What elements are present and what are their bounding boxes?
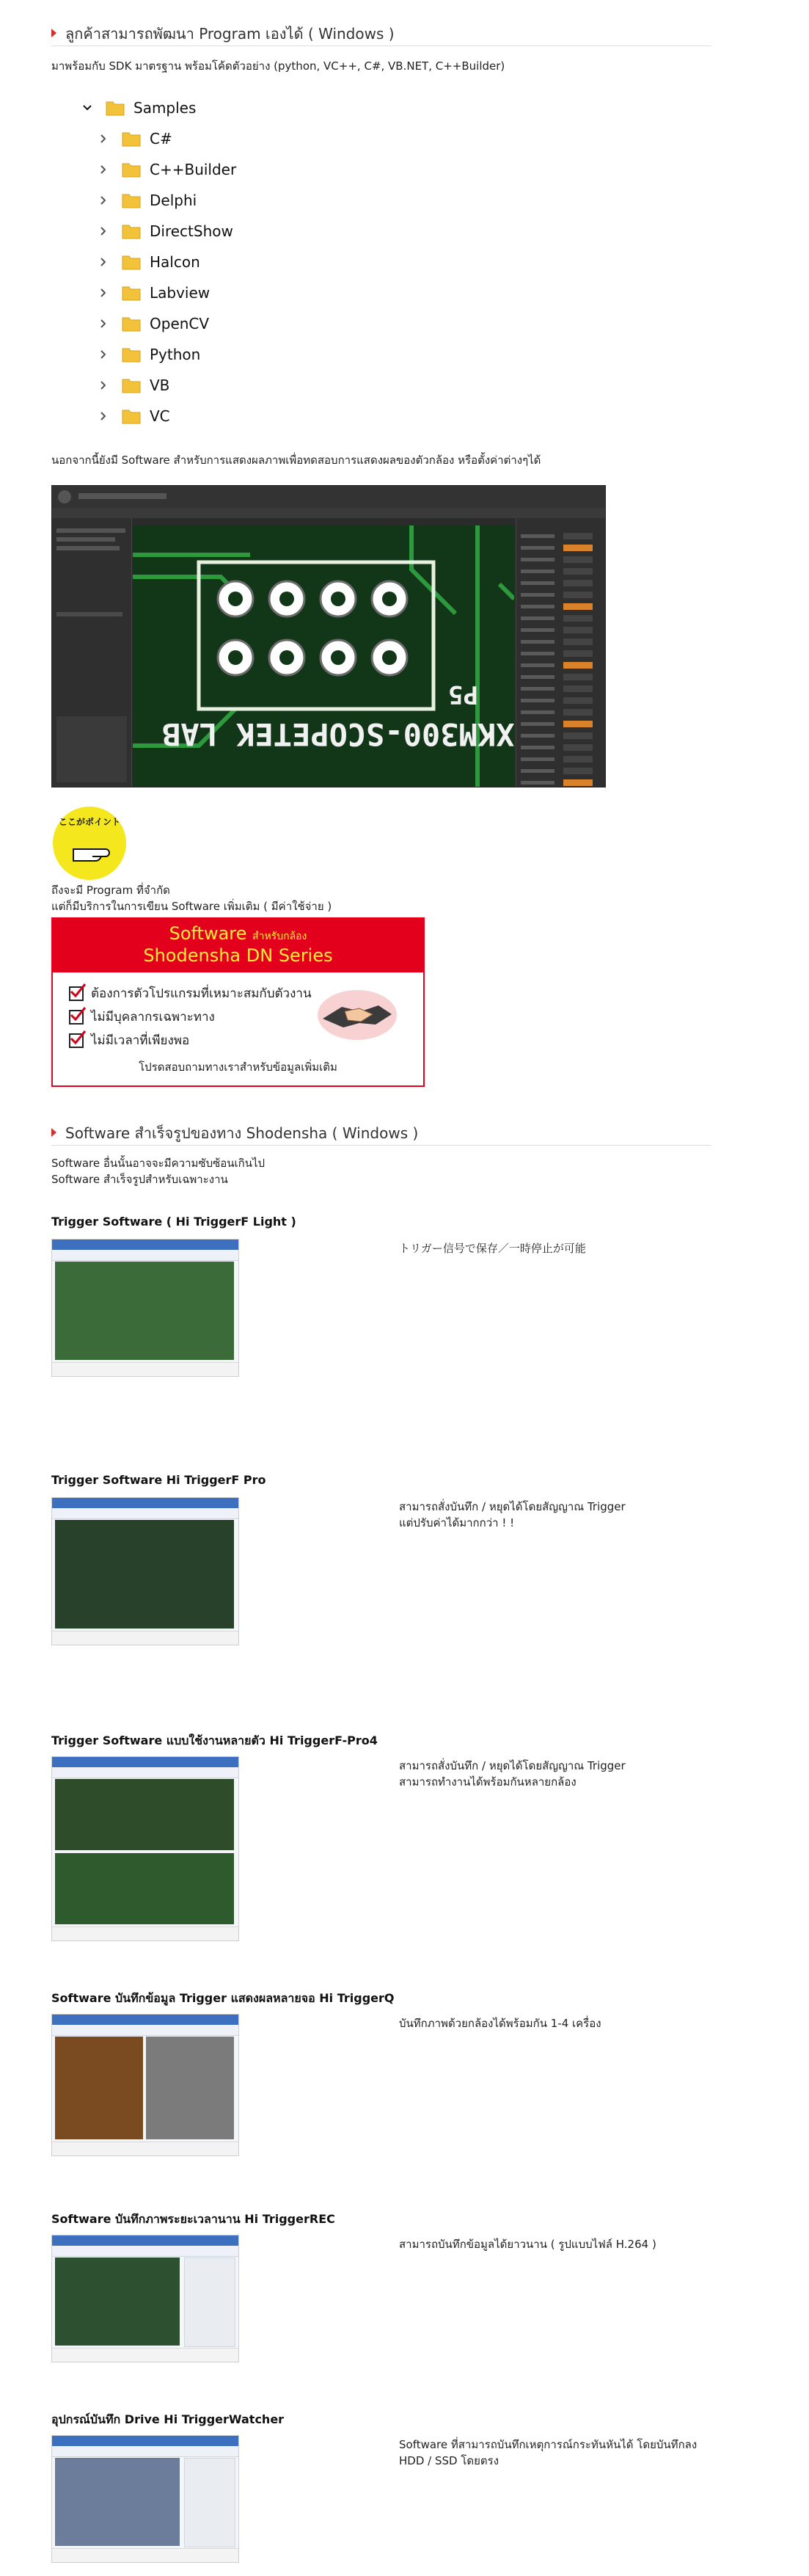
- checkbox-checked-icon: [69, 1010, 84, 1025]
- viewer-software-screenshot: [51, 485, 606, 787]
- product-description: HDD / SSD โดยตรง: [399, 2454, 499, 2467]
- product-screenshot-pro4: [51, 1756, 239, 1941]
- dn-banner-header: [53, 919, 423, 972]
- window-statusbar: [52, 2142, 238, 2155]
- chevron-right-icon[interactable]: [98, 380, 109, 390]
- product-description: บันทึกภาพด้วยกล้องได้พร้อมกัน 1-4 เครื่อง: [399, 2017, 601, 2030]
- pcb-silkscreen-text: XKM300-SCOPETEK LAB: [162, 716, 514, 752]
- product-title: Trigger Software แบบใช้งานหลายตัว Hi TriggerF-Pro4: [51, 1733, 378, 1747]
- setting-value-field[interactable]: [563, 545, 593, 551]
- tree-folder-item[interactable]: [98, 251, 200, 273]
- title-bullet-icon: [51, 1128, 56, 1137]
- app-logo-icon: [58, 490, 71, 503]
- setting-value-field[interactable]: [563, 650, 593, 657]
- viewer-toolbar: [52, 486, 605, 508]
- setting-row: [521, 781, 554, 785]
- product-screenshot-rec: [51, 2235, 239, 2362]
- dn-checklist-text: ต้องการตัวโปรแกรมที่เหมาะสมกับตัวงาน: [91, 986, 312, 1001]
- setting-value-field[interactable]: [563, 744, 593, 751]
- setting-row: [521, 734, 554, 738]
- window-statusbar: [52, 2348, 238, 2362]
- window-menubar[interactable]: [52, 2446, 238, 2457]
- window-titlebar: [52, 1757, 238, 1767]
- folder-icon: [122, 346, 141, 363]
- camera-list-panel[interactable]: [52, 518, 132, 787]
- window-menubar[interactable]: [52, 1767, 238, 1778]
- product-screenshot-q: [51, 2014, 239, 2156]
- divider: [51, 1145, 711, 1146]
- tree-folder-item[interactable]: [98, 159, 236, 181]
- folder-icon: [122, 192, 141, 208]
- checkbox-checked-icon: [69, 1033, 84, 1048]
- chevron-right-icon[interactable]: [98, 164, 109, 175]
- window-titlebar: [52, 2015, 238, 2025]
- product-screenshot-pro: [51, 1497, 239, 1645]
- tree-folder-label: Halcon: [150, 253, 200, 271]
- product-title: Software บันทึกภาพระยะเวลานาน Hi TriggerREC: [51, 2212, 335, 2226]
- tree-folder-label: C++Builder: [150, 161, 237, 178]
- setting-value-field[interactable]: [563, 592, 593, 598]
- folder-icon: [122, 254, 141, 270]
- point-line-1: ถึงจะมี Program ที่จำกัด: [51, 884, 170, 897]
- chevron-right-icon[interactable]: [98, 134, 109, 144]
- product-description: แต่ปรับค่าได้มากกว่า ! !: [399, 1516, 515, 1529]
- folder-icon: [122, 377, 141, 393]
- dn-banner-series: Shodensha DN Series: [143, 945, 333, 966]
- dn-banner-title: Software: [169, 923, 247, 944]
- dn-checklist-text: ไม่มีเวลาที่เพียงพอ: [91, 1033, 190, 1048]
- setting-value-field[interactable]: [563, 627, 593, 633]
- tree-folder-label: VC: [150, 407, 170, 425]
- chevron-right-icon[interactable]: [98, 349, 109, 360]
- tree-folder-item[interactable]: [98, 189, 197, 211]
- menu-bar[interactable]: [78, 493, 166, 499]
- handshake-icon: [317, 989, 398, 1041]
- product-description: สามารถสั่งบันทึก / หยุดได้โดยสัญญาณ Trigger: [399, 1759, 626, 1772]
- software-intro-2: Software สำเร็จรูปสำหรับเฉพาะงาน: [51, 1173, 228, 1186]
- folder-icon: [122, 316, 141, 332]
- sdk-intro: มาพร้อมกับ SDK มาตรฐาน พร้อมโค้ดตัวอย่าง (python, VC++, C#, VB.NET, C++Builder): [51, 59, 505, 73]
- checkbox-checked-icon: [69, 986, 84, 1001]
- setting-value-field[interactable]: [563, 697, 593, 704]
- setting-value-field[interactable]: [563, 756, 593, 763]
- setting-row: [521, 570, 554, 573]
- setting-value-field[interactable]: [563, 709, 593, 716]
- setting-value-field[interactable]: [563, 533, 593, 539]
- setting-row: [521, 722, 554, 726]
- product-description: トリガー信号で保存／一時停止が可能: [399, 1242, 586, 1255]
- window-titlebar: [52, 2436, 238, 2446]
- folder-icon: [122, 161, 141, 178]
- tree-folder-label: C#: [150, 130, 172, 148]
- setting-value-field[interactable]: [563, 568, 593, 575]
- section-title-sdk: ลูกค้าสามารถพัฒนา Program เองได้ ( Windows ): [51, 22, 395, 46]
- pcb-label: P5: [448, 680, 478, 709]
- setting-value-field[interactable]: [563, 580, 593, 586]
- chevron-down-icon[interactable]: [82, 103, 92, 113]
- tree-folder-item[interactable]: [98, 405, 170, 427]
- product-description: Software ที่สามารถบันทึกเหตุการณ์กระทันหันได้ โดยบันทึกลง: [399, 2438, 698, 2451]
- folder-icon: [122, 223, 141, 239]
- chevron-right-icon[interactable]: [98, 195, 109, 205]
- setting-row: [521, 687, 554, 691]
- window-titlebar: [52, 1240, 238, 1250]
- window-menubar[interactable]: [52, 1250, 238, 1261]
- tree-folder-item[interactable]: [98, 220, 233, 242]
- product-title: Software บันทึกข้อมูล Trigger แสดงผลหลายจอ Hi TriggerQ: [51, 1991, 395, 2005]
- setting-value-field[interactable]: [563, 556, 593, 563]
- product-screenshot-watcher: [51, 2435, 239, 2563]
- product-title: Trigger Software ( Hi TriggerF Light ): [51, 1215, 296, 1229]
- folder-icon: [122, 408, 141, 424]
- product-description: สามารถทำงานได้พร้อมกันหลายกล้อง: [399, 1775, 576, 1789]
- software-intro-1: Software อื่นนั้นอาจจะมีความซับซ้อนเกินไป: [51, 1157, 266, 1170]
- setting-row: [521, 546, 554, 550]
- folder-icon: [122, 131, 141, 147]
- tree-root-label: Samples: [133, 99, 197, 117]
- tree-folder-item[interactable]: [98, 374, 169, 396]
- setting-row: [521, 558, 554, 561]
- tree-folder-label: Python: [150, 346, 201, 363]
- dn-checklist-item: [69, 1030, 189, 1050]
- tree-folder-item[interactable]: [98, 128, 172, 150]
- tree-folder-item[interactable]: [98, 282, 210, 304]
- setting-value-field[interactable]: [563, 638, 593, 645]
- setting-row: [521, 628, 554, 632]
- viewer-toolbar-icons[interactable]: [52, 508, 605, 518]
- setting-row: [521, 640, 554, 644]
- dn-series-banner: [51, 917, 425, 1087]
- setting-row: [521, 605, 554, 608]
- window-statusbar: [52, 1631, 238, 1645]
- chevron-right-icon[interactable]: [98, 411, 109, 421]
- setting-row: [521, 581, 554, 585]
- folder-icon: [106, 100, 125, 116]
- window-menubar[interactable]: [52, 1508, 238, 1519]
- setting-value-field[interactable]: [563, 779, 593, 786]
- tree-folder-label: Delphi: [150, 192, 197, 209]
- setting-row: [521, 663, 554, 667]
- pcb-live-image: [133, 525, 514, 787]
- setting-value-field[interactable]: [563, 603, 593, 610]
- product-description: สามารถบันทึกข้อมูลได้ยาวนาน ( รูปแบบไฟล์ H.264 ): [399, 2238, 656, 2251]
- setting-row: [521, 699, 554, 702]
- chevron-right-icon[interactable]: [98, 319, 109, 329]
- setting-row: [521, 746, 554, 749]
- setting-value-field[interactable]: [563, 768, 593, 774]
- setting-value-field[interactable]: [563, 662, 593, 669]
- device-info-panel: [56, 716, 127, 782]
- chevron-right-icon[interactable]: [98, 226, 109, 236]
- setting-value-field[interactable]: [563, 732, 593, 739]
- setting-value-field[interactable]: [563, 721, 593, 727]
- window-menubar[interactable]: [52, 2246, 238, 2257]
- setting-row: [521, 593, 554, 597]
- window-menubar[interactable]: [52, 2025, 238, 2036]
- section-title-software: Software สำเร็จรูปของทาง Shodensha ( Windows ): [51, 1121, 418, 1145]
- setting-row: [521, 769, 554, 773]
- tree-folder-label: VB: [150, 376, 170, 394]
- setting-value-field[interactable]: [563, 615, 593, 622]
- window-statusbar: [52, 2548, 238, 2562]
- setting-row: [521, 616, 554, 620]
- setting-row: [521, 652, 554, 655]
- setting-row: [521, 534, 554, 538]
- tree-root[interactable]: [82, 97, 196, 119]
- dn-checklist-item: [69, 1007, 215, 1027]
- folder-icon: [122, 285, 141, 301]
- tree-folder-label: DirectShow: [150, 222, 233, 240]
- setting-value-field[interactable]: [563, 685, 593, 692]
- chevron-right-icon[interactable]: [98, 257, 109, 267]
- window-statusbar: [52, 1926, 238, 1940]
- chevron-right-icon[interactable]: [98, 288, 109, 298]
- tree-folder-label: OpenCV: [150, 315, 210, 332]
- window-statusbar: [52, 1362, 238, 1376]
- setting-row: [521, 675, 554, 679]
- setting-row: [521, 710, 554, 714]
- point-badge-text: ここがポイント: [59, 817, 121, 827]
- tree-folder-item[interactable]: [98, 343, 200, 365]
- tree-folder-item[interactable]: [98, 313, 209, 335]
- settings-panel[interactable]: [516, 518, 605, 787]
- window-titlebar: [52, 2235, 238, 2246]
- dn-banner-footer: โปรดสอบถามทางเราสำหรับข้อมูลเพิ่มเติม: [139, 1060, 337, 1074]
- point-line-2: แต่ก็มีบริการในการเขียน Software เพิ่มเติม ( มีค่าใช้จ่าย ): [51, 900, 332, 913]
- window-titlebar: [52, 1498, 238, 1508]
- dn-checklist-text: ไม่มีบุคลากรเฉพาะทาง: [91, 1010, 215, 1025]
- product-title: อุปกรณ์บันทึก Drive Hi TriggerWatcher: [51, 2412, 285, 2426]
- dn-banner-subtitle: สำหรับกล้อง: [252, 931, 307, 942]
- tree-folder-label: Labview: [150, 284, 211, 302]
- point-badge: [51, 805, 128, 881]
- dn-checklist-item: [69, 983, 312, 1003]
- product-description: สามารถสั่งบันทึก / หยุดได้โดยสัญญาณ Trigger: [399, 1500, 626, 1513]
- viewer-caption: นอกจากนี้ยังมี Software สำหรับการแสดงผลภาพเพื่อทดสอบการแสดงผลของตัวกล้อง หรือตั้งค่าต่างๆได้: [51, 454, 541, 467]
- title-bullet-icon: [51, 29, 56, 37]
- setting-row: [521, 757, 554, 761]
- product-screenshot-light: [51, 1239, 239, 1377]
- setting-value-field[interactable]: [563, 674, 593, 680]
- product-title: Trigger Software Hi TriggerF Pro: [51, 1473, 266, 1487]
